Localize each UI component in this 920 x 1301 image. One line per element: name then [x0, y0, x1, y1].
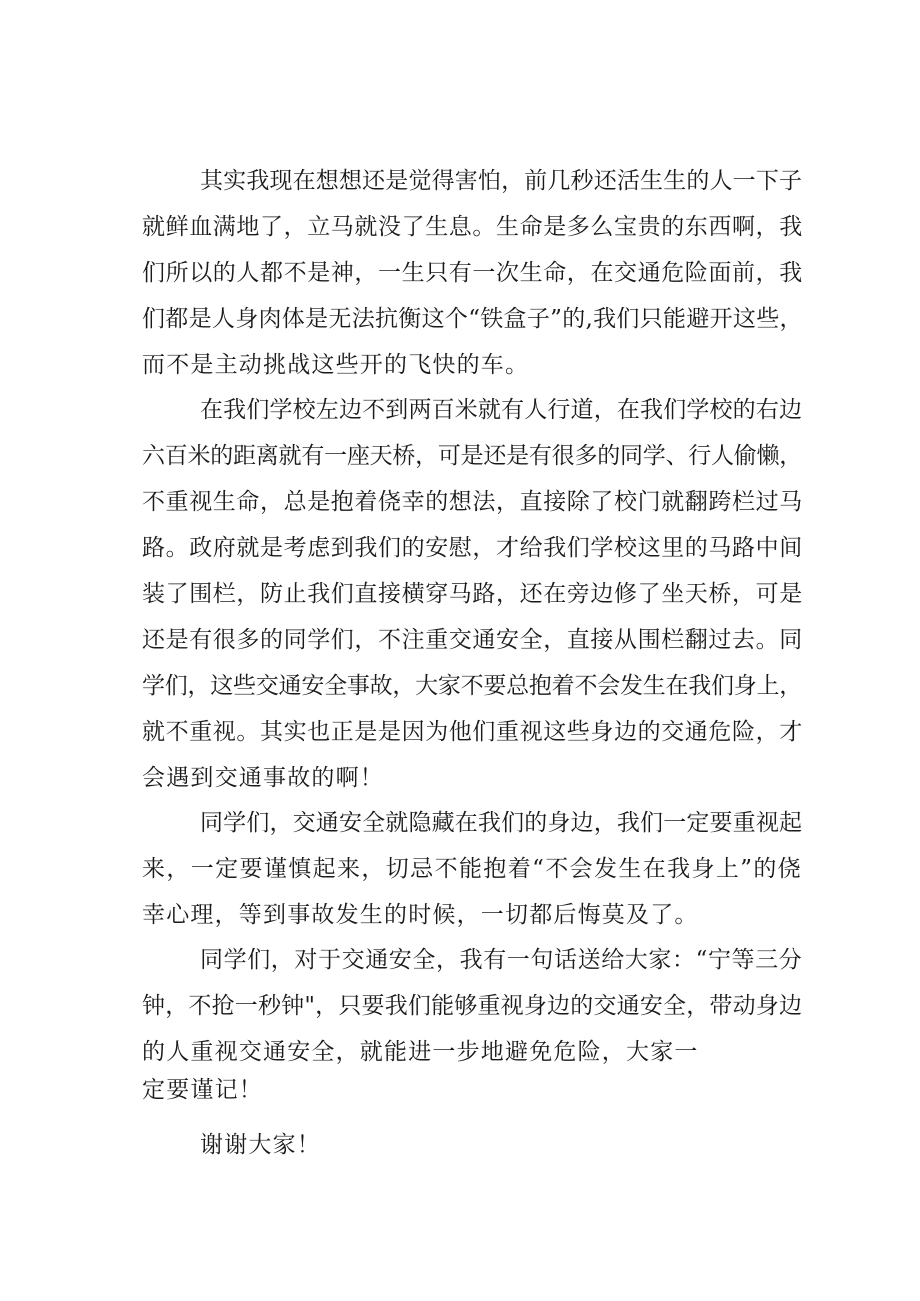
- paragraph-4-line-4: 定要谨记！: [142, 1077, 263, 1103]
- paragraph-2-line-3: 不重视生命，总是抱着侥幸的想法，直接除了校门就翻跨栏过马: [142, 489, 803, 515]
- paragraph-2-line-1: 在我们学校左边不到两百米就有人行道，在我们学校的右边: [200, 397, 802, 423]
- paragraph-2-line-8: 就不重视。其实也正是是因为他们重视这些身边的交通危险，才: [142, 719, 803, 745]
- paragraph-3-line-1: 同学们，交通安全就隐藏在我们的身边，我们一定要重视起: [200, 810, 802, 836]
- paragraph-1-line-3: 们所以的人都不是神，一生只有一次生命，在交通危险面前，我: [142, 260, 803, 286]
- paragraph-4-line-3: 的人重视交通安全，就能进一步地避免危险，大家一: [142, 1039, 699, 1065]
- paragraph-4-line-1: 同学们，对于交通安全，我有一句话送给大家：“宁等三分: [200, 947, 803, 973]
- paragraph-3-line-3: 幸心理，等到事故发生的时候，一切都后悔莫及了。: [142, 902, 699, 928]
- paragraph-4-line-2: 钟，不抢一秒钟"，只要我们能够重视身边的交通安全，带动身边: [142, 993, 802, 1019]
- paragraph-2-line-5: 装了围栏，防止我们直接横穿马路，还在旁边修了坐天桥，可是: [142, 581, 803, 607]
- paragraph-2-line-9: 会遇到交通事故的啊！: [142, 765, 384, 791]
- paragraph-2-line-4: 路。政府就是考虑到我们的安慰，才给我们学校这里的马路中间: [142, 535, 803, 561]
- paragraph-2-line-2: 六百米的距离就有一座天桥，可是还是有很多的同学、行人偷懒，: [142, 443, 802, 469]
- paragraph-3-line-2: 来，一定要谨慎起来，切忌不能抱着“不会发生在我身上”的侥: [142, 856, 802, 882]
- closing-line: 谢谢大家！: [200, 1132, 321, 1158]
- paragraph-1-line-5: 而不是主动挑战这些开的飞快的车。: [142, 352, 530, 378]
- paragraph-1-line-1: 其实我现在想想还是觉得害怕，前几秒还活生生的人一下子: [200, 168, 802, 194]
- paragraph-1-line-2: 就鲜血满地了，立马就没了生息。生命是多么宝贵的东西啊，我: [142, 214, 803, 240]
- paragraph-2-line-7: 学们，这些交通安全事故，大家不要总抱着不会发生在我们身上，: [142, 673, 802, 699]
- paragraph-2-line-6: 还是有很多的同学们，不注重交通安全，直接从围栏翻过去。同: [142, 627, 803, 653]
- paragraph-1-line-4: 们都是人身肉体是无法抗衡这个“铁盒子”的,我们只能避开这些，: [142, 306, 803, 332]
